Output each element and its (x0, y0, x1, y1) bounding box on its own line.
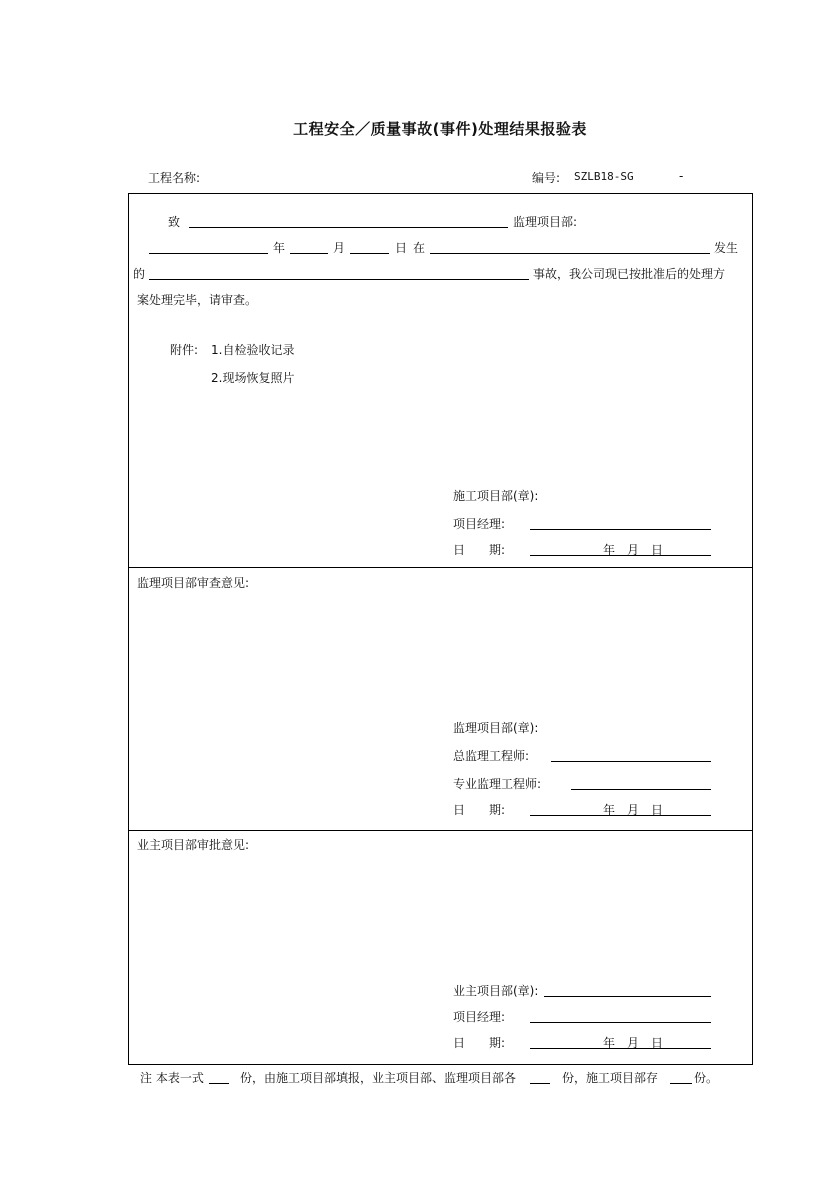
at-label: 在 (413, 241, 426, 255)
of-label: 的 (133, 267, 146, 281)
owner-manager-field[interactable] (530, 1022, 711, 1023)
construction-dept-seal-label: 施工项目部(章): (453, 489, 539, 503)
specialist-engineer-field[interactable] (571, 789, 711, 790)
chief-engineer-label: 总监理工程师: (453, 749, 530, 763)
supervision-review-heading: 监理项目部审查意见: (137, 576, 250, 590)
date-field[interactable] (530, 1048, 711, 1049)
date-month: 月 (627, 1036, 640, 1050)
project-name-label: 工程名称: (148, 171, 201, 185)
accident-text: 事故，我公司现已按批准后的处理方 (533, 267, 726, 281)
supervision-dept-seal-label: 监理项目部(章): (453, 721, 539, 735)
chief-engineer-field[interactable] (551, 761, 711, 762)
date-label-char1: 日 (453, 1036, 466, 1050)
date-day: 日 (651, 1036, 664, 1050)
attachment-label: 附件: (170, 343, 199, 357)
date-label-char2: 期: (489, 803, 506, 817)
recipient-field[interactable] (189, 227, 508, 228)
location-field[interactable] (430, 253, 710, 254)
note-end: 份。 (694, 1071, 719, 1085)
date-month: 月 (627, 803, 640, 817)
date-field[interactable] (530, 815, 711, 816)
date-year: 年 (603, 543, 616, 557)
owner-approval-heading: 业主项目部审批意见: (137, 838, 250, 852)
form-frame (128, 193, 753, 1065)
month-label: 月 (333, 241, 346, 255)
attachment-2: 2.现场恢复照片 (211, 371, 295, 385)
accident-name-field[interactable] (149, 279, 529, 280)
note-middle-1: 份，由施工项目部填报，业主项目部、监理项目部各 (240, 1071, 517, 1085)
code-value: SZLB18-SG (574, 170, 634, 183)
year-label: 年 (273, 241, 286, 255)
date-label-char2: 期: (489, 543, 506, 557)
date-day: 日 (651, 803, 664, 817)
month-field[interactable] (290, 253, 328, 254)
form-title: 工程安全／质量事故(事件)处理结果报验表 (293, 120, 587, 138)
dept-copies-field[interactable] (530, 1083, 550, 1084)
code-label: 编号: (532, 171, 561, 185)
date-day: 日 (651, 543, 664, 557)
date-label-char1: 日 (453, 803, 466, 817)
attachment-1: 1.自检验收记录 (211, 343, 295, 357)
date-label-char1: 日 (453, 543, 466, 557)
project-manager-label: 项目经理: (453, 517, 506, 531)
day-field[interactable] (350, 253, 389, 254)
construction-copies-field[interactable] (670, 1083, 692, 1084)
occurred-label: 发生 (714, 241, 739, 255)
to-label: 致 (168, 215, 181, 229)
section-divider-2 (128, 830, 753, 831)
day-label: 日 (395, 241, 408, 255)
date-month: 月 (627, 543, 640, 557)
supervision-dept-label: 监理项目部: (513, 215, 578, 229)
date-year: 年 (603, 1036, 616, 1050)
owner-manager-label: 项目经理: (453, 1010, 506, 1024)
note-prefix: 注 本表一式 (140, 1071, 204, 1085)
completion-text: 案处理完毕，请审查。 (137, 293, 258, 307)
total-copies-field[interactable] (209, 1083, 229, 1084)
owner-dept-seal-label: 业主项目部(章): (453, 984, 539, 998)
code-suffix: - (679, 169, 684, 183)
year-field[interactable] (149, 253, 268, 254)
owner-dept-seal-field[interactable] (544, 996, 711, 997)
date-field[interactable] (530, 555, 711, 556)
project-manager-field[interactable] (530, 529, 711, 530)
date-label-char2: 期: (489, 1036, 506, 1050)
note-middle-2: 份，施工项目部存 (562, 1071, 659, 1085)
date-year: 年 (603, 803, 616, 817)
section-divider-1 (128, 567, 753, 568)
specialist-engineer-label: 专业监理工程师: (453, 777, 542, 791)
